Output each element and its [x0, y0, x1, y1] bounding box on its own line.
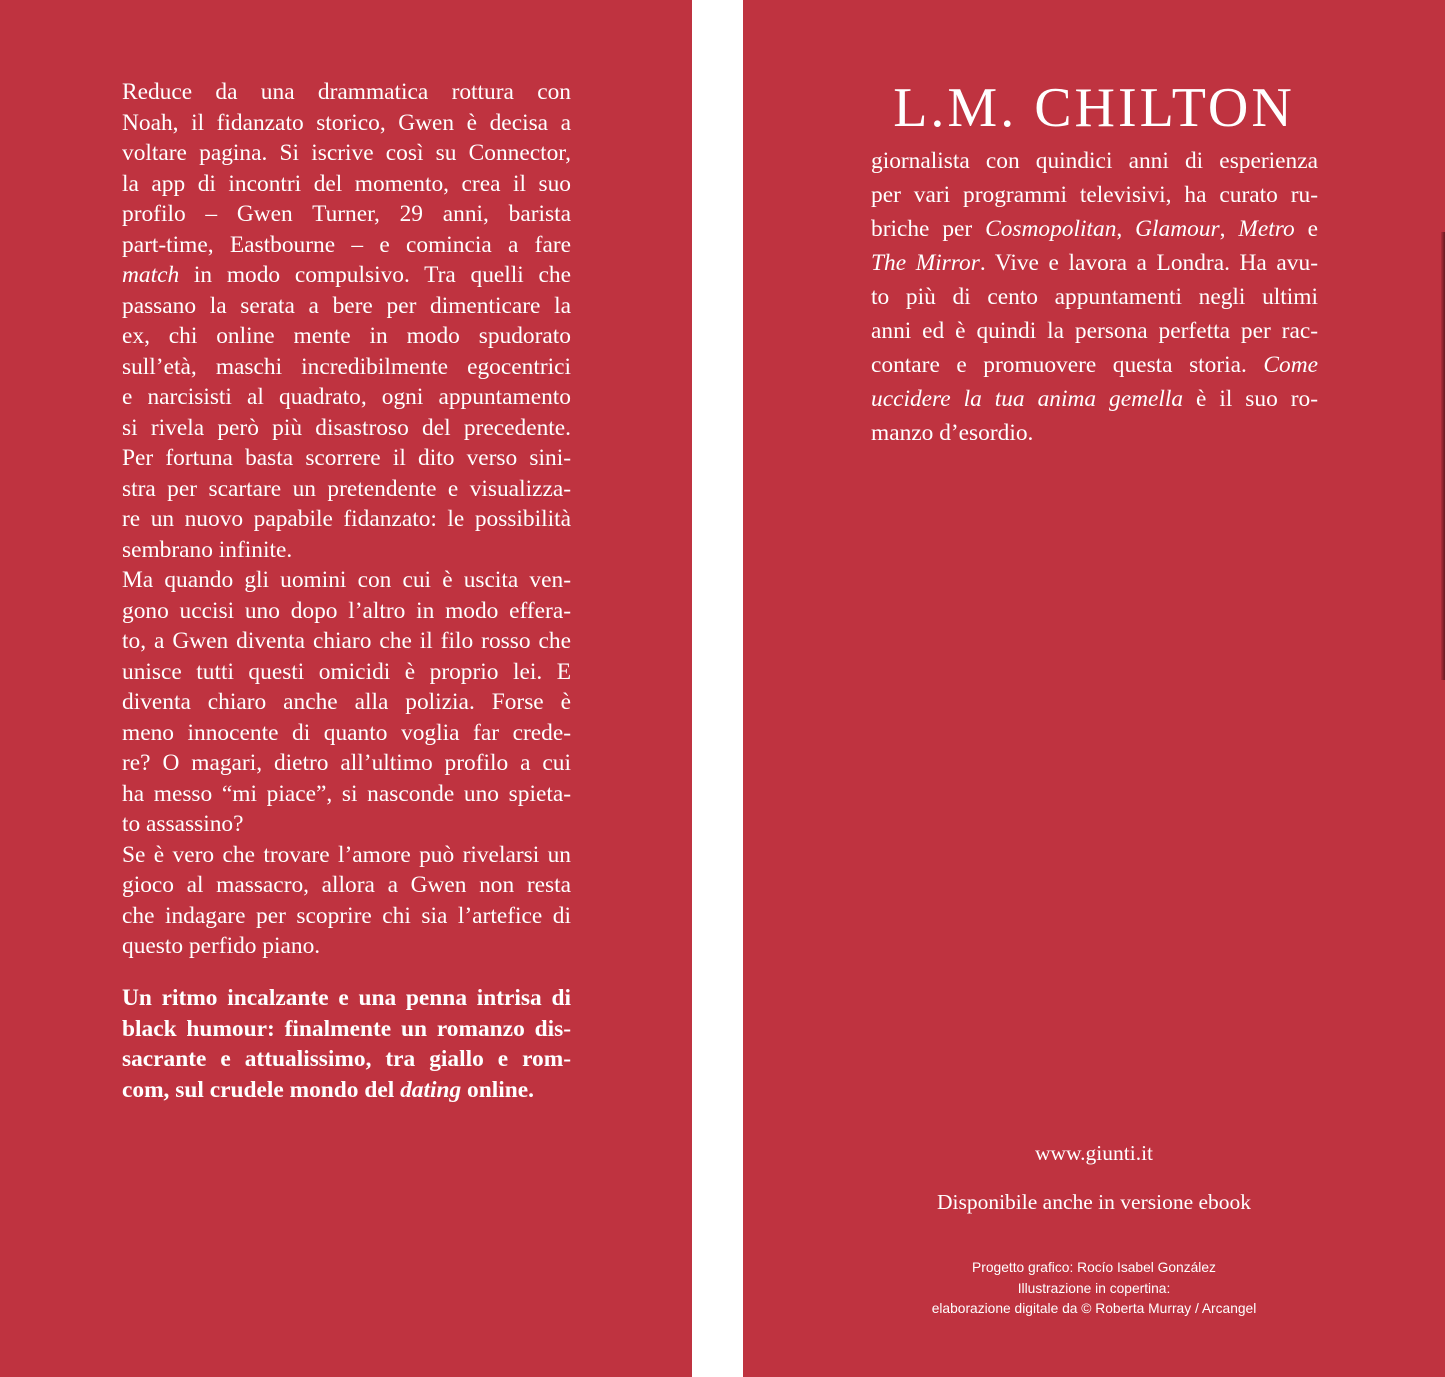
back-flap: [0, 0, 692, 1377]
synopsis-line: profilo – Gwen Turner, 29 anni, barista: [122, 201, 571, 227]
author-name: L.M. CHILTON: [893, 77, 1295, 139]
bio-line: to più di cento appuntamenti negli ultimi: [871, 284, 1318, 310]
synopsis-line: re un nuovo papabile fidanzato: le possibilità: [122, 506, 571, 532]
bio-line: The Mirror. Vive e lavora a Londra. Ha avu-: [871, 250, 1318, 276]
synopsis-line: si rivela però più disastroso del precedente.: [122, 414, 571, 441]
illustration-credit-label: Illustrazione in copertina:: [1017, 1280, 1171, 1296]
synopsis-line: Reduce da una drammatica rottura con: [122, 79, 571, 105]
bio-line: contare e promuovere questa storia. Come: [871, 352, 1318, 378]
synopsis-line: ex, chi online mente in modo spudorato: [122, 323, 571, 349]
tagline-line: black humour: finalmente un romanzo dis-: [122, 1015, 571, 1042]
tagline-line: com, sul crudele mondo del dating online.: [122, 1076, 534, 1103]
synopsis-line: che indagare per scoprire chi sia l’artefice di: [122, 902, 571, 929]
bio-line: manzo d’esordio.: [871, 420, 1034, 446]
synopsis-line: meno innocente di quanto voglia far crede-: [122, 719, 571, 746]
publisher-website: www.giunti.it: [1034, 1141, 1154, 1165]
synopsis-line: sull’età, maschi incredibilmente egocentrici: [122, 353, 571, 380]
synopsis-line: gioco al massacro, allora a Gwen non resta: [122, 872, 571, 898]
illustration-credit-source: elaborazione digitale da © Roberta Murray / Arcangel: [931, 1301, 1257, 1316]
synopsis-line: re? O magari, dietro all’ultimo profilo a cui: [122, 750, 571, 776]
synopsis-line: Ma quando gli uomini con cui è uscita ven-: [122, 567, 571, 593]
bio-line: briche per Cosmopolitan, Glamour, Metro e: [871, 216, 1318, 242]
synopsis-line: diventa chiaro anche alla polizia. Forse è: [122, 689, 571, 715]
synopsis-line: gono uccisi uno dopo l’altro in modo efferа-: [122, 597, 571, 624]
synopsis-line: Se è vero che trovare l’amore può rivelarsi un: [122, 841, 571, 868]
bio-line: uccidere la tua anima gemella è il suo ro-: [871, 386, 1318, 412]
design-credit: Progetto grafico: Rocío Isabel González: [972, 1260, 1216, 1275]
synopsis-line: part-time, Eastbourne – e comincia a fare: [122, 231, 571, 258]
synopsis-line: to, a Gwen diventa chiaro che il filo rosso che: [122, 628, 571, 654]
flap-edge-shadow: [1441, 232, 1445, 680]
synopsis-line: unisce tutti questi omicidi è proprio lei. E: [122, 658, 571, 685]
tagline-line: sacrante e attualissimo, tra giallo e rom-: [122, 1046, 571, 1072]
synopsis-line: la app di incontri del momento, crea il suo: [122, 170, 571, 197]
synopsis-line: Noah, il fidanzato storico, Gwen è decisa a: [122, 109, 571, 136]
synopsis-line: to assassino?: [122, 811, 244, 837]
synopsis-line: voltare pagina. Si iscrive così su Connector,: [122, 140, 571, 166]
synopsis-line: match in modo compulsivo. Tra quelli che: [122, 262, 571, 288]
synopsis-line: e narcisisti al quadrato, ogni appuntamento: [122, 384, 571, 410]
synopsis-line: passano la serata a bere per dimenticare la: [122, 292, 571, 319]
tagline-line: Un ritmo incalzante e una penna intrisa di: [122, 985, 571, 1011]
ebook-note: Disponibile anche in versione ebook: [936, 1190, 1252, 1214]
synopsis-line: sembrano infinite.: [122, 536, 293, 563]
author-bio: [871, 144, 1318, 450]
synopsis-line: stra per scartare un pretendente e visualizza-: [122, 475, 571, 502]
synopsis-line: ha messo “mi piace”, si nasconde uno spieta-: [122, 780, 571, 807]
bio-line: anni ed è quindi la persona perfetta per rac-: [871, 318, 1318, 344]
synopsis-line: questo perfido piano.: [122, 933, 321, 959]
synopsis-text: [122, 77, 571, 962]
bio-line: per vari programmi televisivi, ha curato ru-: [871, 182, 1318, 208]
credits: [743, 1258, 1445, 1320]
author-flap: [743, 0, 1445, 1377]
bio-line: giornalista con quindici anni di esperienza: [871, 148, 1318, 174]
synopsis-line: Per fortuna basta scorrere il dito verso sini-: [122, 445, 571, 471]
tagline-text: [122, 983, 571, 1105]
